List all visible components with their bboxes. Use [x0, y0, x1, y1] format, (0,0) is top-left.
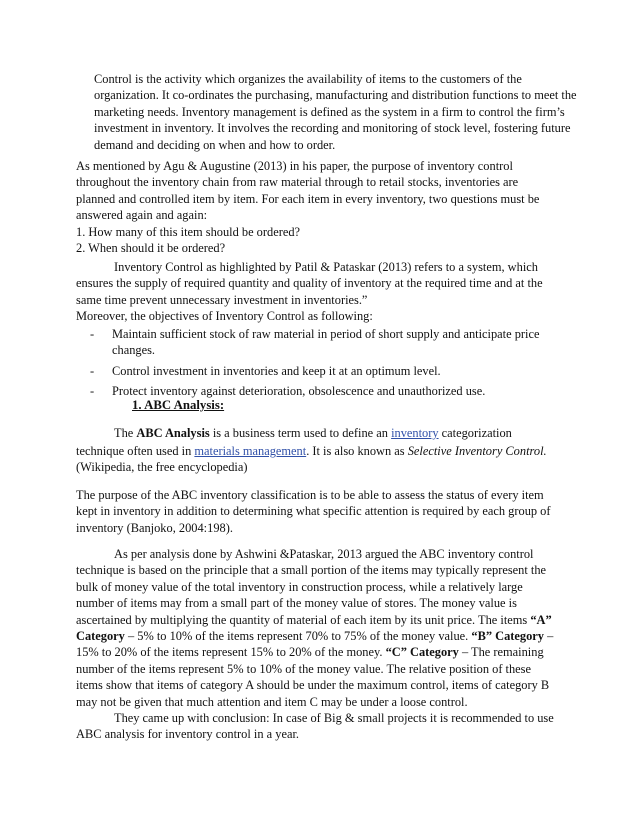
paragraph-abc-definition: [76, 425, 568, 441]
text-line: demand and deciding on when and how to order.: [94, 137, 336, 152]
text-line: same time prevent unnecessary investment in inventories.”: [76, 292, 368, 307]
text-line: 15% to 20% of the items represent 15% to 20% of the money. “C” Category – The remaining: [76, 645, 544, 660]
text-line: answered again and again:: [76, 208, 208, 223]
inventory-link[interactable]: inventory: [391, 426, 439, 440]
text-line: The ABC Analysis is a business term used to define an inventory categorization: [114, 426, 512, 440]
paragraph-inventory-definition: [76, 71, 577, 153]
text-line: Control investment in inventories and keep it at an optimum level.: [112, 363, 441, 378]
italic-term: Selective Inventory Control.: [407, 444, 547, 458]
paragraph-patil-pataskar: [76, 259, 568, 325]
text-line: ensures the supply of required quantity and quality of inventory at the required time and at the: [76, 276, 543, 291]
text-line: Moreover, the objectives of Inventory Control as following:: [76, 309, 373, 324]
text-line: Category – 5% to 10% of the items represent 70% to 75% of the money value. “B” Category –: [76, 629, 554, 644]
text-line: inventory (Banjoko, 2004:198).: [76, 520, 233, 535]
text-line: number of items may from a small part of the money value of stores. The money value is: [76, 596, 517, 611]
text-line: technique often used in materials management. It is also known as Selective Inventory Control.: [76, 444, 547, 458]
paragraph-abc-purpose: [76, 487, 568, 536]
text-line: organization. It co-ordinates the purchasing, manufacturing and distribution functions to meet the: [94, 88, 577, 103]
list-item: [76, 326, 568, 359]
text-line: As per analysis done by Ashwini &Pataskar, 2013 argued the ABC inventory control: [114, 547, 534, 561]
text-line: planned and controlled item by item. For each item in every inventory, two questions must be: [76, 191, 540, 206]
text-line: They came up with conclusion: In case of Big & small projects it is recommended to use: [114, 711, 554, 725]
text-line: As mentioned by Agu & Augustine (2013) in his paper, the purpose of inventory control: [76, 159, 513, 173]
citation: (Wikipedia, the free encyclopedia): [76, 460, 248, 475]
text-line: throughout the inventory chain from raw material through to retail stocks, inventories are: [76, 175, 519, 190]
dash-bullet: -: [90, 384, 95, 399]
text-line: Maintain sufficient stock of raw material in period of short supply and anticipate price: [112, 327, 540, 341]
text-line: items show that items of category A should be under the maximum control, items of category B: [76, 678, 550, 693]
paragraph-abc-categories: [76, 546, 568, 710]
text-line: technique is based on the principle that a small portion of the items may typically represent the: [76, 563, 547, 578]
text-line: may not be given that much attention and item C may be under a loose control.: [76, 694, 468, 709]
dash-bullet: -: [90, 363, 95, 378]
question-2: 2. When should it be ordered?: [76, 241, 226, 256]
text-line: bulk of money value of the total inventory in construction process, while a relatively large: [76, 579, 523, 594]
text-line: Inventory Control as highlighted by Patil & Pataskar (2013) refers to a system, which: [114, 260, 538, 274]
text-line: number of the items represent 5% to 10% of the money value. The relative position of these: [76, 661, 531, 676]
list-item: [76, 363, 568, 379]
paragraph-abc-definition-cont: [76, 443, 568, 476]
paragraph-conclusion: [76, 710, 568, 743]
text-line: investment in inventory. It involves the recording and monitoring of stock level, fostering future: [94, 121, 571, 136]
text-line: Protect inventory against deterioration, obsolescence and unauthorized use.: [112, 384, 486, 399]
text-line: Control is the activity which organizes the availability of items to the customers of the: [94, 72, 522, 86]
text-line: ascertained by multiplying the quantity of material of each item by its unit price. The items “A”: [76, 612, 552, 627]
objectives-list: [76, 326, 568, 404]
text-line: changes.: [112, 343, 156, 358]
text-line: ABC analysis for inventory control in a year.: [76, 727, 299, 742]
question-1: 1. How many of this item should be ordered?: [76, 224, 301, 239]
section-heading: 1. ABC Analysis:: [132, 398, 225, 412]
materials-management-link[interactable]: materials management: [194, 444, 307, 458]
dash-bullet: -: [90, 327, 95, 341]
text-line: The purpose of the ABC inventory classification is to be able to assess the status of every item: [76, 488, 544, 502]
text-line: kept in inventory in addition to determining what specific attention is required by each group of: [76, 504, 551, 519]
text-line: marketing needs. Inventory management is defined as the system in a firm to control the firm’s: [94, 104, 565, 119]
bold-term: ABC Analysis: [136, 426, 210, 440]
paragraph-agu-augustine: [76, 158, 568, 256]
